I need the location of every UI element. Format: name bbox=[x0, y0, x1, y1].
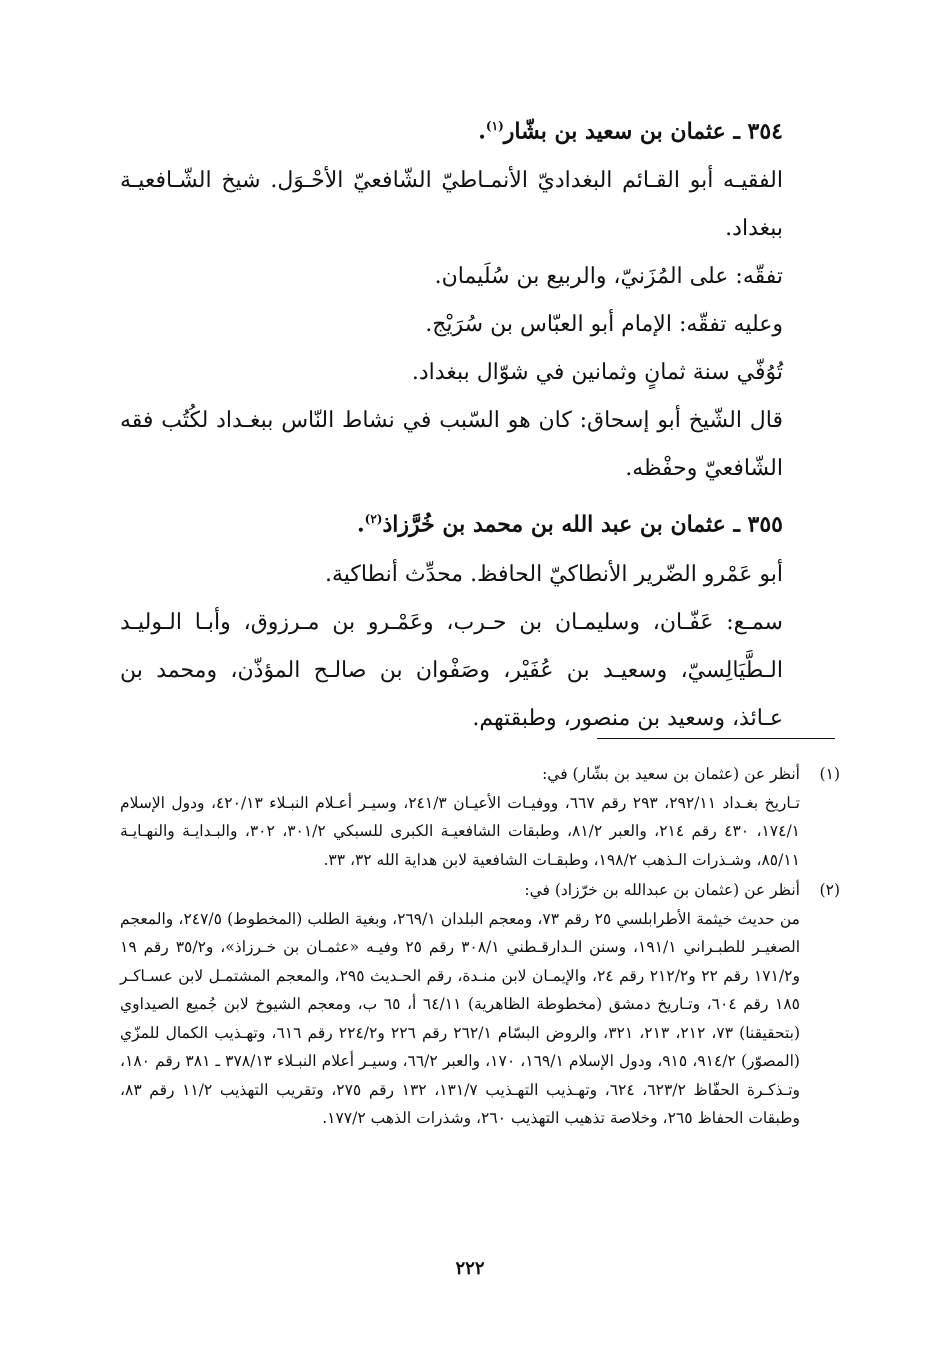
entry-354-studied: تفقّه: على المُزَنيّ، والربيع بن سُلَيمان. bbox=[434, 264, 783, 290]
footnote-2 bbox=[120, 876, 840, 1133]
entry-heading-354: ٣٥٤ ـ عثمان بن سعيد بن بشّار$^{(١)}$. bbox=[478, 118, 783, 145]
entry-354-students: وعليه تفقّه: الإمام أبو العبّاس بن سُرَيْج. bbox=[425, 312, 783, 338]
footnote-sources: من حديث خيثمة الأطرابلسي ٢٥ رقم ٧٣، ومعجم البلدان ٢٦٩/١، وبغية الطلب (المخطوط) ٢٤٧/٥، والمعجم الصغيـر للطبـراني ١٩١/١، وسنن الـدارقـطني ٣٠٨/١ رقم ٢٥ وفيـه «عثمـان بن خـرزاذ»، و٣٥/٢ رقم ١٩ و١٧١/٢ رقم ٢٢ و٢١٢/٢ رقم ٢٤، والإيمـان لابن منـدة، رقم الحـديث ٢٩٥، والمعجم المشتمـل لابن عسـاكـر ١٨٥ رقم ٦٠٤، وتـاريخ دمشق (مخطوطة الظاهرية) ٦٤/١١ أ، ٦٥ ب، ومعجم الشيوخ لابن جُميع الصيداوي (بتحقيقنا) ٧٣، ٢١٢، ٢١٣، ٣٢١، والروض البسّام ٢٦٢/١ رقم ٢٢٦ و٢٢٤/٢ رقم ٦١٦، وتهـذيب الكمال للمزّي (المصوّر) ٩١٤/٢، ٩١٥، ودول الإسلام ١٦٩/١، ١٧٠، والعبر ٦٦/٢، وسيـر أعلام النبـلاء ٣٧٨/١٣ ـ ٣٨١ رقم ١٨٠، وتـذكـرة الحفّاظ ٦٢٣/٢، ٦٢٤، وتهـذيب التهـذيب ١٣١/٧، ١٣٢ رقم ٢٧٥، وتقريب التهذيب ١١/٢ رقم ٨٣، وطبقات الحفاظ ٢٦٥، وخلاصة تذهيب التهذيب ٢٦٠، وشذرات الذهب ١٧٧/٢. bbox=[120, 909, 801, 1127]
footnote-ref-2: (٢) bbox=[364, 512, 383, 527]
entry-heading-355: ٣٥٥ ـ عثمان بن عبد الله بن محمد بن خُرَّزاذ$^{(٢)}$. bbox=[356, 511, 783, 538]
entry-355-heard: سمـع: عَفّـان، وسليمـان بن حـرب، وعَمْـرو بن مـرزوق، وأبـا الـوليـد الـطَّيَالِسيّ، وسعيـد بن عُفَيْر، وصَفْوان بن صالـح المؤذّن، ومحمد بن عـائذ، وسعيد بن منصور، وطبقتهم. bbox=[120, 609, 783, 731]
entry-354-quote: قال الشّيخ أبو إسحاق: كان هو السّبب في نشاط النّاس ببغـداد لكُتُب فقه الشّافعيّ وحفْظه. bbox=[120, 408, 783, 482]
footnote-1 bbox=[120, 760, 840, 874]
footnote-number: (١) bbox=[819, 765, 840, 783]
footnote-intro: أنظر عن (عثمان بن عبدالله بن خرّزاد) في: bbox=[524, 881, 800, 899]
footnotes bbox=[120, 760, 840, 1135]
page-number: ٢٢٢ bbox=[455, 1258, 485, 1279]
footnote-sources: تـاريخ بغـداد ٢٩٢/١١، ٢٩٣ رقم ٦٦٧، ووفيـات الأعيـان ٢٤١/٣، وسيـر أعـلام النبـلاء ٤٢٠/١٣، ودول الإسلام ١٧٤/١، ٤٣٠ رقم ٢١٤، والعبر ٨١/٢، وطبقات الشافعيـة الكبرى للسبكي ٣٠١/٢، ٣٠٢، والبـدايـة والنهـايـة ٨٥/١١، وشـذرات الـذهب ١٩٨/٢، وطبقـات الشافعية لابن هداية الله ٣٢، ٣٣. bbox=[120, 793, 801, 869]
footnote-divider bbox=[597, 738, 835, 739]
entry-354-death: تُوُفّي سنة ثمانٍ وثمانين في شوّال ببغداد. bbox=[411, 360, 783, 386]
footnote-ref-1: (١) bbox=[485, 119, 504, 133]
footnote-number: (٢) bbox=[819, 881, 840, 899]
main-text bbox=[120, 100, 835, 743]
entry-355-description: أبو عَمْرو الضّرير الأنطاكيّ الحافظ. محدِّث أنطاكية. bbox=[324, 561, 783, 587]
entry-354-description: الفقيـه أبو القـائم البغداديّ الأنمـاطيّ الشّافعيّ الأحْـوَل. شيخ الشّـافعيـة ببغداد. bbox=[120, 168, 783, 242]
footnote-intro: أنظر عن (عثمان بن سعيد بن بشّار) في: bbox=[542, 765, 800, 783]
